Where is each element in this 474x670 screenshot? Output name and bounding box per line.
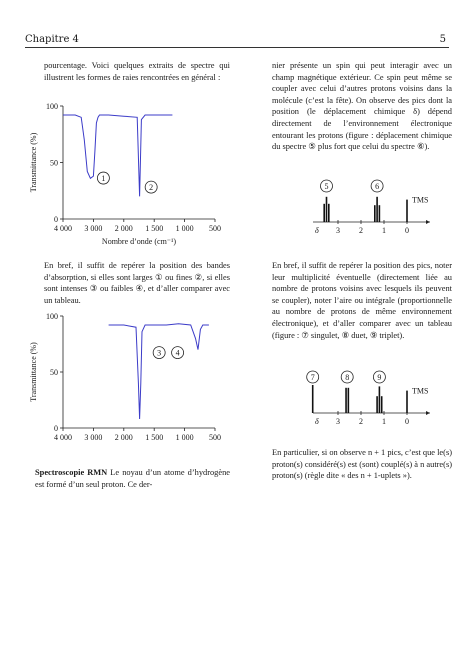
- y-axis-label-1: Transmittance (%): [29, 132, 38, 193]
- y-tick-label-1: 100: [46, 102, 58, 111]
- nmr-axis-arrow-4: [426, 411, 430, 415]
- nmr-tick-label-4: 0: [405, 417, 409, 426]
- label-number: 8: [345, 373, 350, 382]
- label-number: 9: [377, 373, 382, 382]
- nmr-tick-label-4: 1: [382, 417, 386, 426]
- nmr-tms-label-4: TMS: [412, 386, 429, 396]
- right-para-3: [272, 447, 452, 482]
- label-number: 6: [375, 182, 380, 191]
- label-number: 1: [101, 174, 106, 184]
- right-para-1: [272, 60, 452, 153]
- right-para-3-text: En particulier, si on observe n + 1 pics, c’est que le(s) proton(s) considéré(s) est (sont) couplé(s) à n autre(s) proton(s) (règle dite « des n + 1-uplets »).: [272, 448, 452, 481]
- x-tick-label-1: 1 000: [175, 224, 194, 233]
- left-para-3: [35, 467, 230, 490]
- x-tick-label-2: 2 000: [114, 433, 133, 442]
- x-tick-label-2: 3 000: [84, 433, 103, 442]
- left-para-2: [44, 260, 230, 306]
- spectrum-line-2: [109, 324, 209, 419]
- y-axis-label-2: Transmittance (%): [29, 342, 38, 402]
- page-number: 5: [439, 34, 446, 45]
- label-number: 4: [175, 348, 180, 358]
- y-tick-label-1: 0: [54, 215, 58, 224]
- x-tick-label-1: 3 000: [84, 224, 103, 233]
- nmr-tick-label-4: 2: [359, 417, 363, 426]
- nmr-tick-label-3: 3: [336, 226, 340, 235]
- x-tick-label-2: 500: [209, 433, 221, 442]
- right-para-2-text: En bref, il suffit de repérer la position des pics, noter leur multiplicité éventuelle (directement liée au nombre de protons voisins avec lesquels ils peuvent se coupler), noter l’aire ou intégrale (proportionnelle au nombre de protons de même environnement électronique), et d’aller comparer avec un tableau (figure : ⑦ singulet, ⑧ duet, ⑨ triplet).: [272, 261, 452, 340]
- nmr-tick-label-3: 2: [359, 226, 363, 235]
- y-tick-label-2: 0: [54, 424, 58, 433]
- nmr-delta-label-4: δ: [315, 417, 319, 426]
- y-tick-label-2: 100: [46, 312, 58, 321]
- nmr-tms-label-3: TMS: [412, 195, 429, 205]
- x-axis-label-1: Nombre d’onde (cm⁻¹): [101, 237, 177, 246]
- label-number: 3: [157, 348, 162, 358]
- nmr-tick-label-4: 3: [336, 417, 340, 426]
- chapter-title: Chapitre 4: [25, 34, 79, 45]
- left-para-1-text: pourcentage. Voici quelques extraits de spectre qui illustrent les formes de raies rencontrées en général :: [44, 61, 230, 82]
- label-number: 2: [149, 183, 154, 193]
- left-para-3-text: Le noyau d’un atome d’hydrogène est formé d’un seul proton. Ce der-: [35, 468, 230, 489]
- label-number: 5: [324, 182, 329, 191]
- x-tick-label-1: 2 000: [114, 224, 133, 233]
- right-para-2: [272, 260, 452, 341]
- x-tick-label-2: 4 000: [54, 433, 72, 442]
- label-number: 7: [310, 373, 315, 382]
- nmr-tick-label-3: 1: [382, 226, 386, 235]
- x-tick-label-1: 4 000: [54, 224, 72, 233]
- section-title: Spectroscopie RMN: [35, 468, 108, 477]
- nmr-tick-label-3: 0: [405, 226, 409, 235]
- nmr-axis-arrow-3: [426, 220, 430, 224]
- y-tick-label-1: 50: [50, 158, 58, 168]
- x-tick-label-2: 1 000: [175, 433, 194, 442]
- x-tick-label-1: 500: [209, 224, 221, 233]
- x-tick-label-2: 1 500: [145, 433, 164, 442]
- right-para-1-text: nier présente un spin qui peut interagir avec un champ magnétique extérieur. Ce spin peut même se coupler avec celui d’autres protons voisins dans la molécule (c’est la fête). On observe des pics dont la position (le déplacement chimique δ) dépend directement de l’environnement électronique entourant les protons (figure : déplacement chimique du spectre ⑤ plus fort que celui du spectre ⑥).: [272, 61, 452, 152]
- x-tick-label-1: 1 500: [145, 224, 164, 233]
- y-tick-label-2: 50: [50, 368, 58, 377]
- left-para-2-text: En bref, il suffit de repérer la position des bandes d’absorption, si elles sont larges ① ou fines ②, si elles sont intenses ③ ou faibles ④, et d’aller comparer avec un tableau.: [44, 261, 230, 305]
- nmr-delta-label-3: δ: [315, 226, 319, 235]
